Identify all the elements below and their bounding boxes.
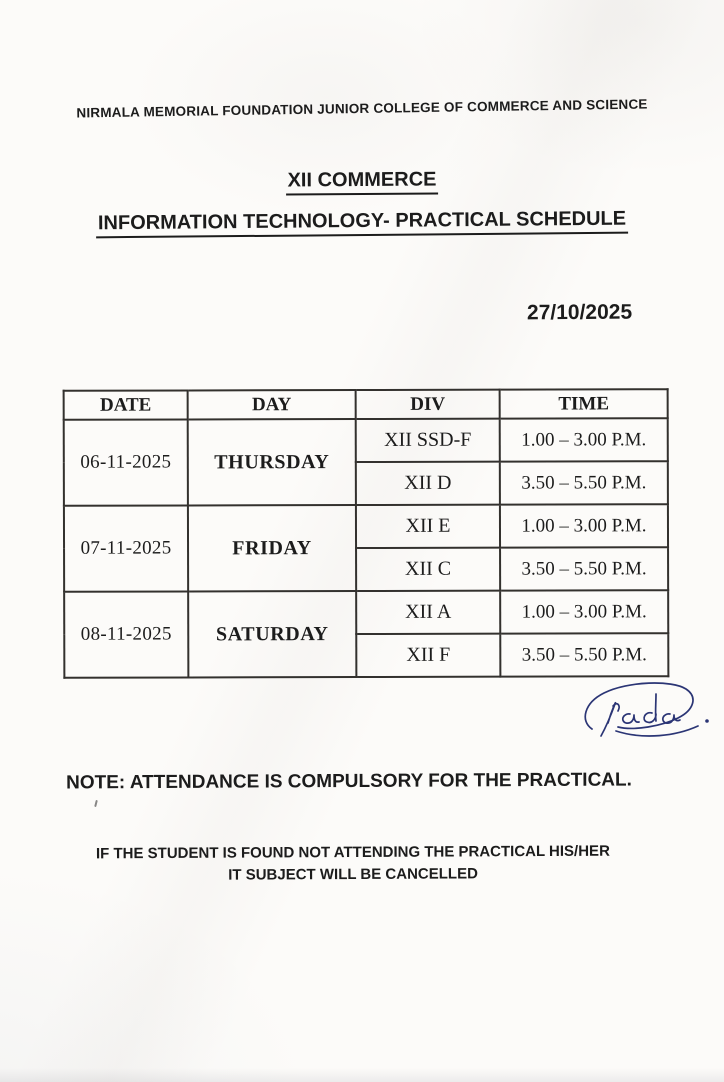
date-cell: 06-11-2025: [64, 419, 188, 505]
div-cell: XII F: [356, 634, 500, 677]
div-cell: XII D: [356, 462, 500, 505]
warning-line-1: IF THE STUDENT IS FOUND NOT ATTENDING THE PRACTICAL HIS/HER: [95, 842, 610, 863]
document-subtitle-text: INFORMATION TECHNOLOGY- PRACTICAL SCHEDULE: [96, 208, 628, 239]
time-cell: 3.50 – 5.50 P.M.: [500, 633, 668, 676]
schedule-table: [63, 388, 670, 679]
signature-letters: [644, 694, 656, 722]
signature-underline: [616, 726, 698, 736]
note-text: NOTE: ATTENDANCE IS COMPULSORY FOR THE PRACTICAL.: [66, 769, 632, 794]
day-cell: THURSDAY: [188, 419, 356, 505]
document-subtitle: [0, 207, 724, 236]
div-cell: XII E: [356, 505, 500, 548]
document-title: [0, 166, 724, 194]
table-row: [64, 504, 668, 549]
header-time: TIME: [500, 389, 668, 418]
time-cell: 3.50 – 5.50 P.M.: [500, 461, 668, 504]
issue-date: 27/10/2025: [526, 300, 633, 325]
day-cell: FRIDAY: [188, 505, 356, 591]
warning-text: [0, 840, 715, 888]
header-day: DAY: [188, 390, 356, 419]
table-row: [64, 590, 668, 635]
table-row: [64, 418, 668, 463]
date-cell: 07-11-2025: [64, 505, 188, 591]
time-cell: 1.00 – 3.00 P.M.: [500, 590, 668, 633]
day-cell: SATURDAY: [188, 591, 356, 677]
college-name: NIRMALA MEMORIAL FOUNDATION JUNIOR COLLEGE OF COMMERCE AND SCIENCE: [76, 96, 648, 121]
time-cell: 1.00 – 3.00 P.M.: [500, 504, 668, 547]
document-title-text: XII COMMERCE: [285, 168, 438, 195]
signature-scribble: [576, 679, 714, 745]
header-date: DATE: [64, 390, 188, 419]
warning-line-2: IT SUBJECT WILL BE CANCELLED: [228, 865, 478, 884]
time-cell: 3.50 – 5.50 P.M.: [500, 547, 668, 590]
stray-mark: [94, 800, 98, 807]
div-cell: XII SSD-F: [356, 419, 500, 462]
div-cell: XII C: [356, 548, 500, 591]
signature-letters: [623, 714, 639, 723]
header-div: DIV: [356, 390, 500, 419]
div-cell: XII A: [356, 591, 500, 634]
table-header-row: [64, 389, 668, 420]
date-cell: 08-11-2025: [64, 591, 188, 677]
signature-dot: [705, 719, 709, 723]
time-cell: 1.00 – 3.00 P.M.: [500, 418, 668, 461]
